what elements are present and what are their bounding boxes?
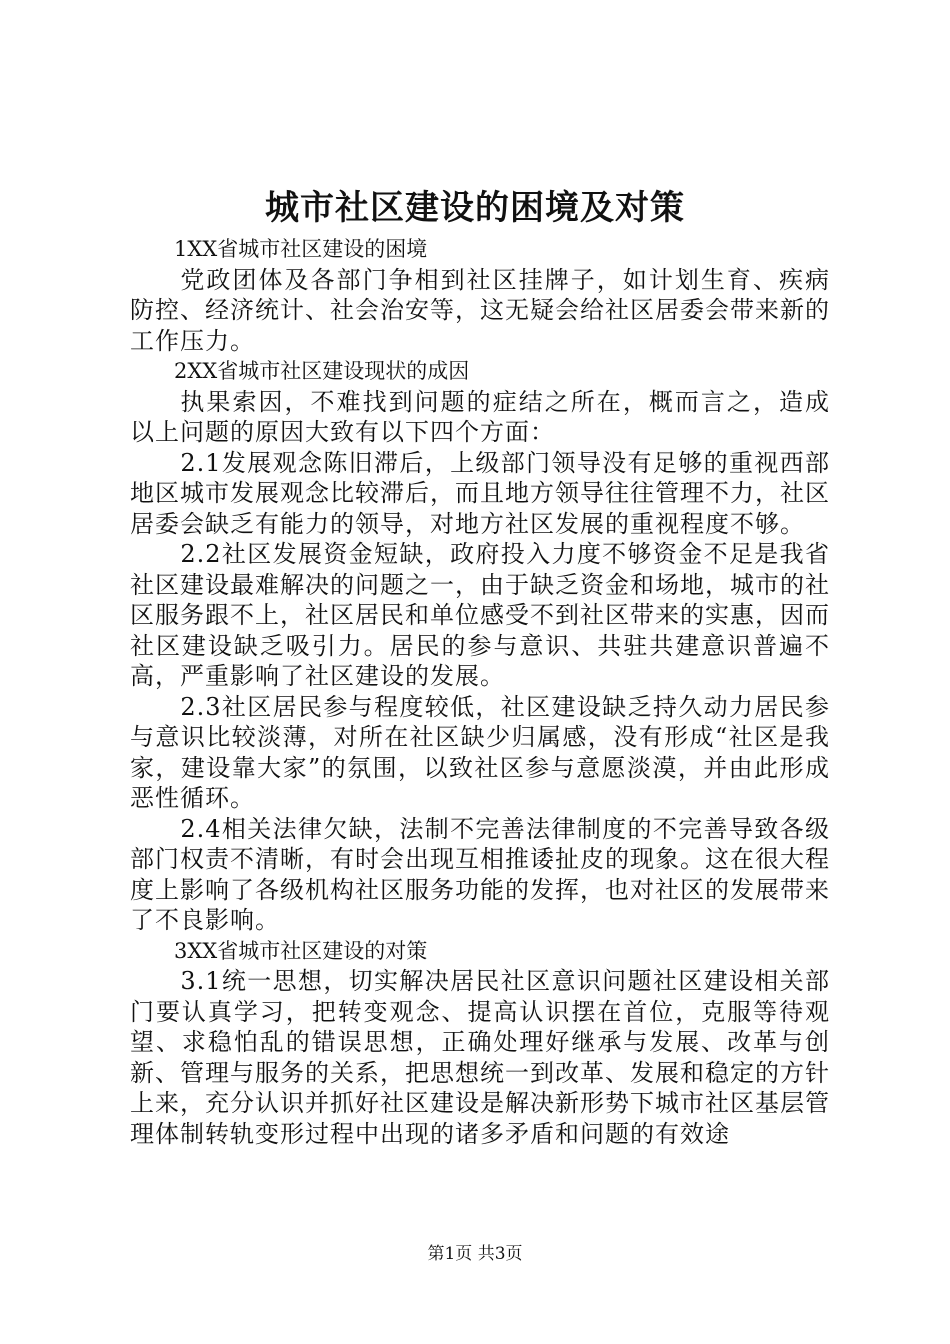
section-heading: 3XX省城市社区建设的对策 bbox=[174, 938, 428, 963]
paragraph: 3.1统一思想，切实解决居民社区意识问题社区建设相关部门要认真学习，把转变观念、提高认识摆在首位，克服等待观望、求稳怕乱的错误思想，正确处理好继承与发展、改革与创新、管理与服务的关系，把思想统一到改革、发展和稳定的方针上来，充分认识并抓好社区建设是解决新形势下城市社区基层管理体制转轨变形过程中出现的诸多矛盾和问题的有效途 bbox=[130, 967, 830, 1148]
section-heading: 2XX省城市社区建设现状的成因 bbox=[174, 359, 470, 383]
page-number-footer: 第1页 共3页 bbox=[427, 1244, 523, 1264]
paragraph: 党政团体及各部门争相到社区挂牌子，如计划生育、疾病防控、经济统计、社会治安等，这无疑会给社区居委会带来新的工作压力。 bbox=[130, 265, 830, 355]
paragraph: 执果索因，不难找到问题的症结之所在，概而言之，造成以上问题的原因大致有以下四个方面： bbox=[130, 387, 830, 446]
paragraph: 2.3社区居民参与程度较低，社区建设缺乏持久动力居民参与意识比较淡薄，对所在社区缺少归属感，没有形成“社区是我家，建设靠大家”的氛围，以致社区参与意愿淡漠，并由此形成恶性循环。 bbox=[130, 692, 830, 812]
paragraph: 2.1发展观念陈旧滞后，上级部门领导没有足够的重视西部地区城市发展观念比较滞后，而且地方领导往往管理不力，社区居委会缺乏有能力的领导，对地方社区发展的重视程度不够。 bbox=[130, 448, 830, 538]
section-heading: 1XX省城市社区建设的困境 bbox=[174, 237, 428, 261]
paragraph: 2.2社区发展资金短缺，政府投入力度不够资金不足是我省社区建设最难解决的问题之一，由于缺乏资金和场地，城市的社区服务跟不上，社区居民和单位感受不到社区带来的实惠，因而社区建设缺乏吸引力。居民的参与意识、共驻共建意识普遍不高，严重影响了社区建设的发展。 bbox=[130, 540, 830, 690]
document-body bbox=[130, 234, 830, 1149]
paragraph: 2.4相关法律欠缺，法制不完善法律制度的不完善导致各级部门权责不清晰，有时会出现互相推诿扯皮的现象。这在很大程度上影响了各级机构社区服务功能的发挥，也对社区的发展带来了不良影响。 bbox=[130, 814, 830, 934]
document-title: 城市社区建设的困境及对策 bbox=[265, 188, 685, 228]
